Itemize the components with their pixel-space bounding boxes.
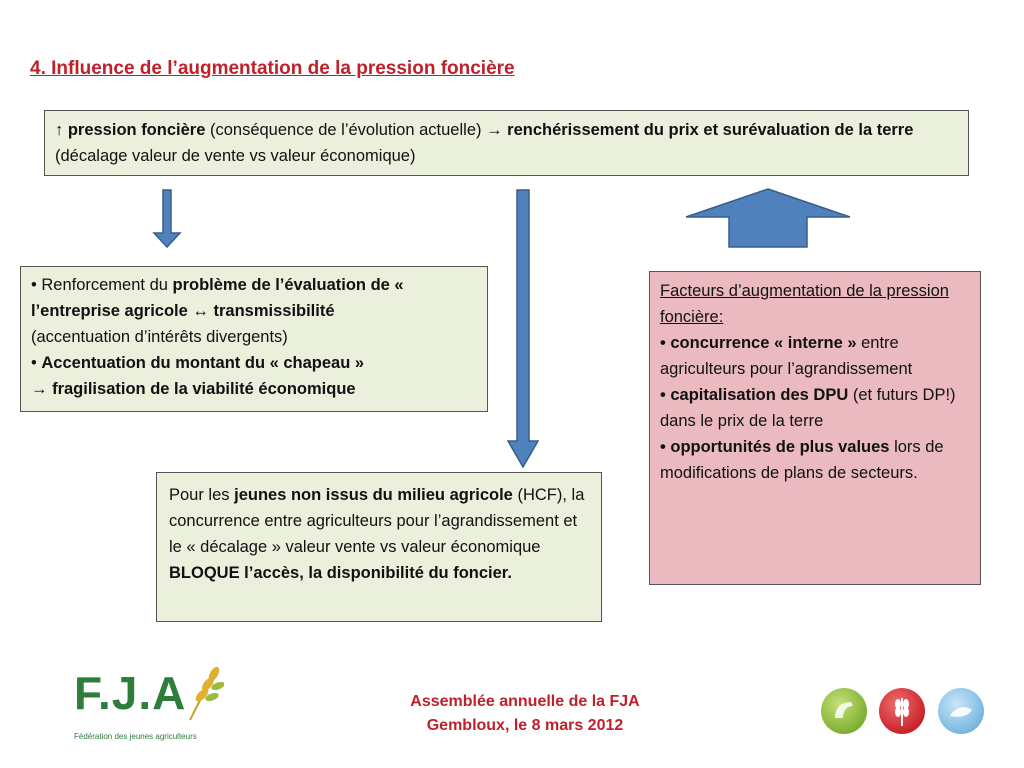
evaluation-problem-box xyxy=(20,266,488,412)
young-farmers-intro: Pour les xyxy=(169,486,235,504)
chapeau-text: Accentuation du montant du « chapeau » xyxy=(41,354,365,372)
pressure-box xyxy=(44,110,969,176)
event-name: Assemblée annuelle de la FJA xyxy=(410,693,640,710)
logo-text: F.J.A xyxy=(74,667,187,719)
fja-logo xyxy=(74,664,234,748)
capital-gains-label: • opportunités de plus values xyxy=(660,438,890,456)
down-arrow-icon-left xyxy=(152,189,182,249)
red-wheat-icon xyxy=(879,688,925,734)
green-sector-icon xyxy=(821,688,867,734)
blocked-access-text: BLOQUE l’accès, la disponibilité du foncier. xyxy=(169,564,512,582)
internal-competition-text: entre agriculteurs pour l’agrandissement xyxy=(660,334,913,378)
value-gap-text: (décalage valeur de vente vs valeur économique) xyxy=(55,147,416,165)
logo-subtitle: Fédération des jeunes agriculteurs xyxy=(74,732,197,741)
capital-gains-text: lors de modifications de plans de secteurs. xyxy=(660,438,944,482)
viability-text: fragilisation de la viabilité économique xyxy=(52,380,356,398)
arrow-marker: → xyxy=(31,380,53,398)
evaluation-problem-text: problème de l’évaluation de « l’entreprise agricole ↔ transmissibilité xyxy=(31,276,404,320)
wheat-icon xyxy=(184,664,224,724)
dpu-capitalisation-text: (et futurs DP!) dans le prix de la terre xyxy=(660,386,956,430)
bullet-marker: • xyxy=(31,354,42,372)
bullet-reinforcement: • Renforcement du xyxy=(31,276,173,294)
internal-competition-label: • concurrence « interne » xyxy=(660,334,857,352)
factors-heading: Facteurs d’augmentation de la pression foncière: xyxy=(660,282,949,326)
pressure-context: (conséquence de l’évolution actuelle) → xyxy=(205,121,508,139)
dpu-capitalisation-label: • capitalisation des DPU xyxy=(660,386,849,404)
factors-box xyxy=(649,271,981,585)
pressure-label: ↑ pression foncière xyxy=(55,121,206,139)
down-arrow-icon-middle xyxy=(507,189,539,469)
competition-text: (HCF), la concurrence entre agriculteurs pour l’agrandissement et le « décalage » valeur vente vs valeur économique xyxy=(169,486,585,556)
non-agri-youth-text: jeunes non issus du milieu agricole xyxy=(234,486,513,504)
divergent-interests-text: (accentuation d’intérêts divergents) xyxy=(31,328,288,346)
event-date: Gembloux, le 8 mars 2012 xyxy=(426,717,624,734)
slide-title: 4. Influence de l’augmentation de la pression foncière xyxy=(30,58,515,79)
price-increase-text: renchérissement du prix et surévaluation de la terre xyxy=(507,121,914,139)
footer-event xyxy=(370,690,680,738)
up-arrow-icon xyxy=(682,187,854,249)
blue-animal-icon xyxy=(938,688,984,734)
young-farmers-box xyxy=(156,472,602,622)
